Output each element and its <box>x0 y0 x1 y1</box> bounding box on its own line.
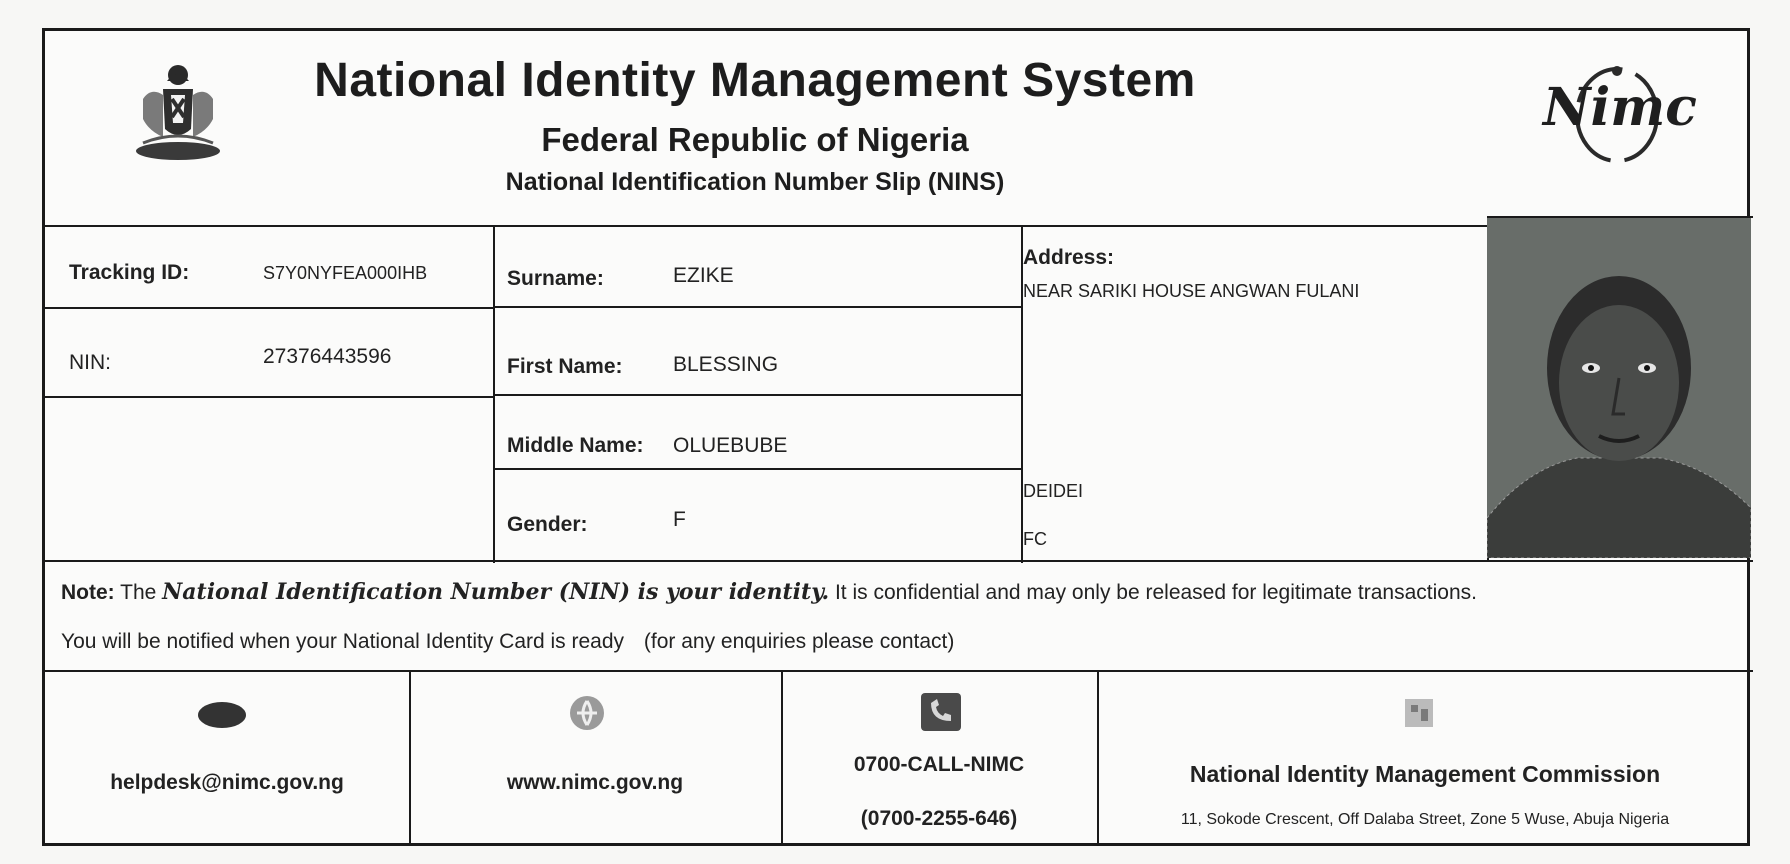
portrait-icon <box>1487 218 1751 558</box>
nin-label: NIN: <box>69 351 111 374</box>
address-line1: NEAR SARIKI HOUSE ANGWAN FULANI <box>1023 281 1360 301</box>
first-name-label: First Name: <box>507 355 623 378</box>
note-emphasis: National Identification Number (NIN) is your identity. <box>162 579 830 605</box>
header-divider <box>45 225 1488 227</box>
note-rest: It is confidential and may only be released for legitimate transactions. <box>834 581 1477 604</box>
phone-shortcode[interactable]: 0700-CALL-NIMC <box>853 753 1025 776</box>
website-url[interactable]: www.nimc.gov.ng <box>506 771 684 794</box>
middlename-row-divider <box>493 468 1022 470</box>
note-enquiries: (for any enquiries please contact) <box>643 630 955 653</box>
nin-value: 27376443596 <box>263 345 392 368</box>
organisation-name: National Identity Management Commission <box>1189 761 1661 787</box>
middle-name-label: Middle Name: <box>507 434 644 457</box>
address-state: FC <box>1023 529 1047 549</box>
slip-name: National Identification Number Slip (NINS) <box>505 168 1005 196</box>
email-address[interactable]: helpdesk@nimc.gov.ng <box>110 771 344 794</box>
nin-row-divider <box>45 396 494 398</box>
phone-icon <box>919 691 963 733</box>
holder-photo <box>1487 218 1751 558</box>
gender-value: F <box>673 508 686 531</box>
note-line-1 <box>61 579 1477 605</box>
tracking-id-label: Tracking ID: <box>69 261 190 284</box>
gender-label: Gender: <box>507 513 588 536</box>
phone-number[interactable]: (0700-2255-646) <box>860 807 1018 830</box>
nin-slip <box>42 28 1750 846</box>
surname-value: EZIKE <box>673 264 734 287</box>
organisation-address: 11, Sokode Crescent, Off Dalaba Street, Zone 5 Wuse, Abuja Nigeria <box>1180 811 1670 828</box>
nimc-logo-text: Nimc <box>1543 77 1697 138</box>
contacts-top-divider <box>45 670 1753 672</box>
country-subtitle: Federal Republic of Nigeria <box>541 121 969 158</box>
first-name-value: BLESSING <box>673 353 779 376</box>
details-bottom-divider <box>45 560 1753 562</box>
note-card-ready: You will be notified when your National Identity Card is ready <box>61 630 625 653</box>
address-label: Address: <box>1023 246 1115 269</box>
note-the: The <box>120 581 157 604</box>
note-prefix: Note: <box>61 581 115 604</box>
address-lga: DEIDEI <box>1023 481 1084 501</box>
contact-divider-1 <box>409 671 411 846</box>
building-icon <box>1401 695 1437 731</box>
surname-label: Surname: <box>507 267 604 290</box>
tracking-id-value: S7Y0NYFEA000IHB <box>263 263 428 283</box>
firstname-row-divider <box>493 394 1022 396</box>
web-globe-icon <box>567 693 607 733</box>
tracking-row-divider <box>45 307 494 309</box>
nimc-logo <box>1535 51 1697 171</box>
page-title: National Identity Management System <box>314 54 1196 107</box>
surname-row-divider <box>493 306 1022 308</box>
note-line-2 <box>61 630 954 654</box>
email-icon <box>195 699 249 731</box>
middle-name-value: OLUEBUBE <box>673 434 788 457</box>
